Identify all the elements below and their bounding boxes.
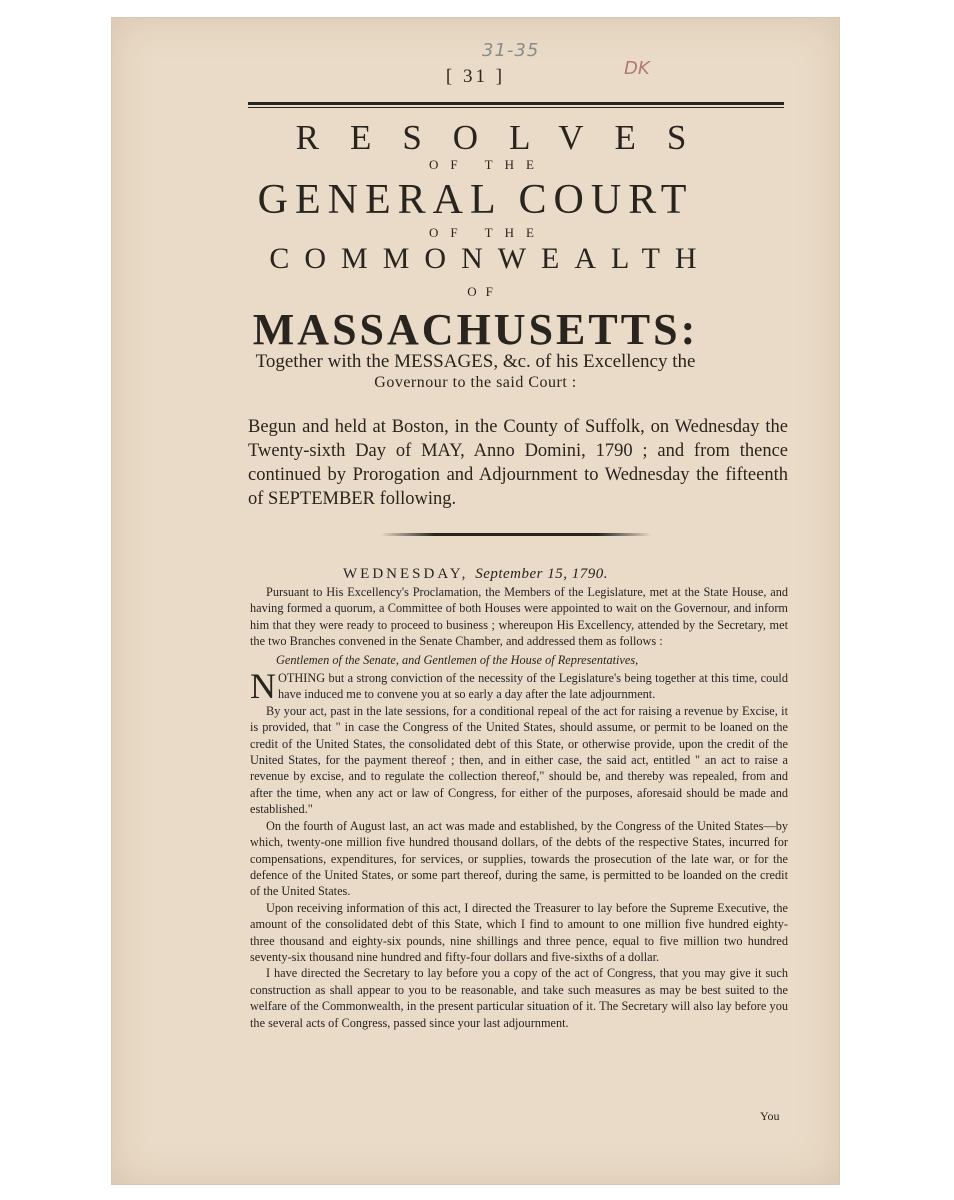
ornamental-rule xyxy=(380,533,652,536)
page-number: [ 31 ] xyxy=(445,66,506,87)
title-resolves: RESOLVES xyxy=(295,118,718,157)
paragraph-congress-act: On the fourth of August last, an act was made and established, by the Congress of the United States—by which, twenty-one million five hundred thousand dollars, of the debts of the respective States, incurred for compensations, expenditures, for services, or supplies, towards the prosecution of the late war, or for the defence of the United States, or some part thereof, during the same, is permitted to be loanded on the credit of the United States. xyxy=(250,818,788,899)
subtitle-governour: Governour to the said Court : xyxy=(374,374,577,391)
title-general-court: GENERAL COURT xyxy=(257,177,694,223)
paragraph-treasurer: Upon receiving information of this act, I directed the Treasurer to lay before the Supreme Executive, the amount of the consolidated debt of this State, which I find to amount to one million five hundred eighty-three thousand and eighty-six pounds, nine shillings and three pence, equal to five million two hundred seventy-six thousand nine hundred and fifty-four dollars and five-sixths of a dollar. xyxy=(250,900,788,964)
title-of-the-1: OF THE xyxy=(429,157,546,172)
session-statement: Begun and held at Boston, in the County of Suffolk, on Wednesday the Twenty-sixth Day of MAY, Anno Domini, 1790 ; and from thence continued by Prorogation and Adjournment to Wednesday the fifteenth of SEPTEMBER following. xyxy=(248,417,788,509)
paragraph-secretary: I have directed the Secretary to lay before you a copy of the act of Congress, that you may give it such construction as shall appear to you to be reasonable, and take such measures as may be best suited to the welfare of the Commonwealth, in the present particular situation of it. The Secretary will also lay before you the several acts of Congress, passed since your last adjournment. xyxy=(250,966,788,1030)
nothing-word: OTHING xyxy=(278,671,326,686)
pencil-annotation-pages: 31-35 xyxy=(482,40,540,61)
title-commonwealth: COMMONWEALTH xyxy=(269,242,712,275)
paragraph-excise-act: By your act, past in the late sessions, for a conditional repeal of the act for raising a revenue by Excise, it is provided, that " in case the Congress of the United States, should assume, or permit to be loaned on the credit of the United States, the consolidated debt of this State, or otherwise provide, upon the credit of the United States, for the payment thereof ; then, and in either case, the said act, entitled " an act to raise a revenue by excise, and to regulate the collection thereof," should be, and thereby was repealed, from and after the time, when any act or law of Congress, for either of the purposes, aforesaid should be made and established." xyxy=(250,703,788,817)
subtitle-together: Together with the MESSAGES, &c. of his Excellency the xyxy=(255,351,696,372)
paragraph-nothing xyxy=(250,666,788,707)
catchword: You xyxy=(760,1109,780,1123)
paragraph-proclamation: Pursuant to His Excellency's Proclamation, the Members of the Legislature, met at the State House, and having formed a quorum, a Committee of both Houses were appointed to wait on the Governour, and inform him that they were ready to proceed to business ; whereupon His Excellency, attended by the Secretary, met the two Branches convened in the Senate Chamber, and addressed them as follows : xyxy=(250,585,788,649)
document-body xyxy=(250,584,788,1031)
drop-cap: N xyxy=(250,666,276,707)
date-heading xyxy=(112,566,839,583)
salutation: Gentlemen of the Senate, and Gentlemen of the House of Representatives, xyxy=(276,652,639,667)
pencil-annotation-initials: DK xyxy=(624,58,650,79)
document-page xyxy=(111,17,840,1185)
title-massachusetts: MASSACHUSETTS: xyxy=(252,305,699,354)
paragraph-nothing-text: but a strong conviction of the necessity of the Legislature's being together at this time, could have induced me to convene you at so early a day after the late adjournment. xyxy=(278,671,788,702)
top-double-rule xyxy=(248,102,784,108)
title-of-the-2: OF THE xyxy=(429,225,546,240)
date-text: September 15, 1790. xyxy=(475,566,608,582)
date-day: WEDNESDAY, xyxy=(343,566,469,582)
title-of: OF xyxy=(467,284,502,299)
